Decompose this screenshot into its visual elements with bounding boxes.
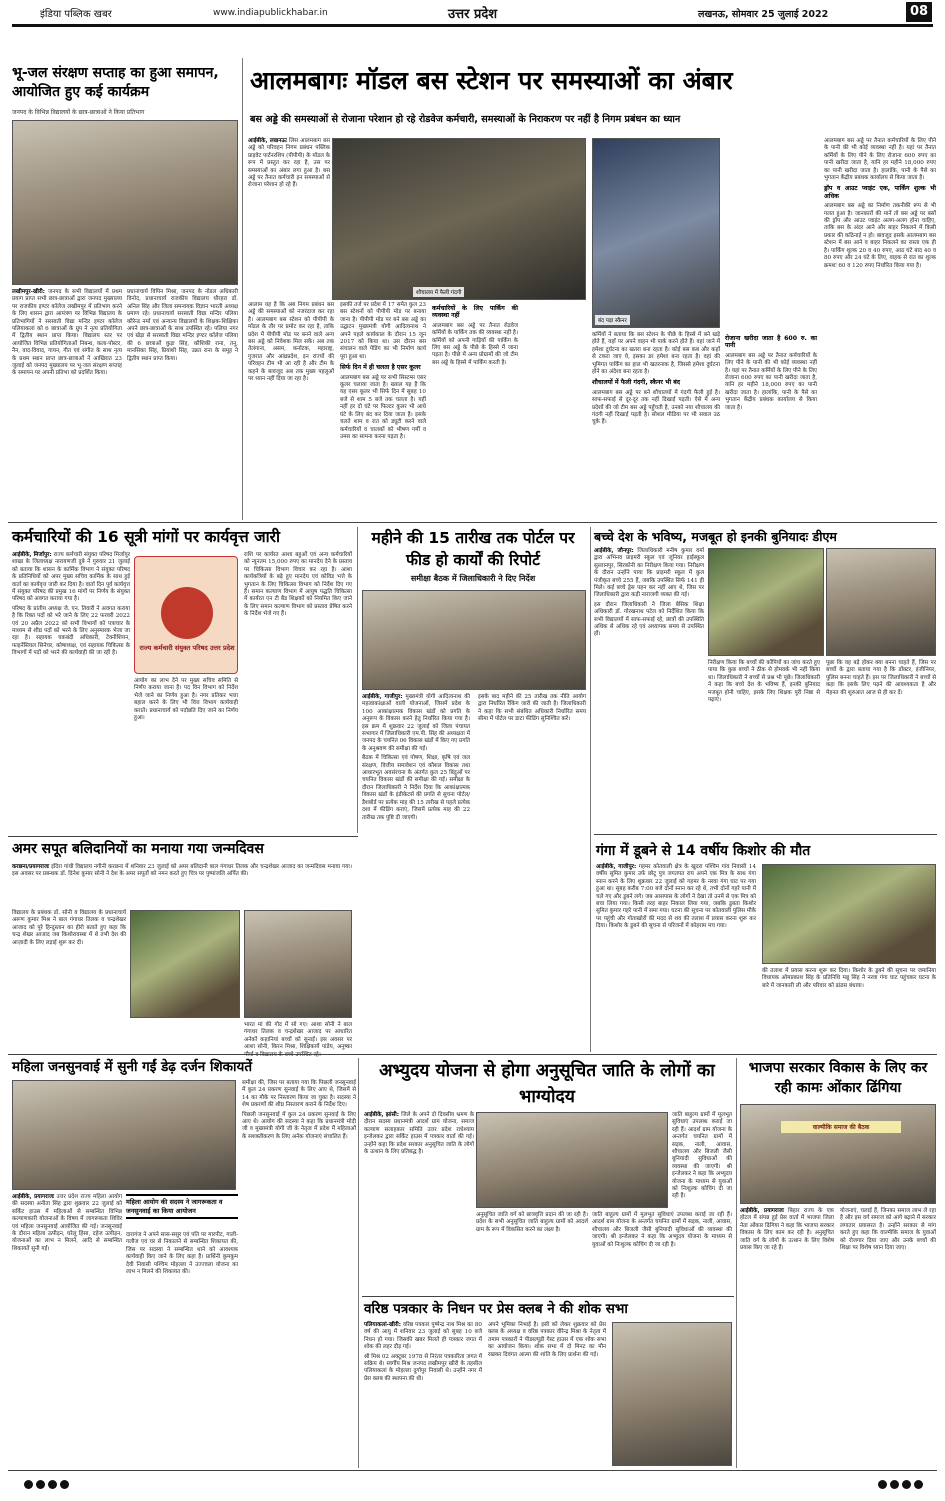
- headline: अमर सपूत बलिदानियों का मनाया गया जन्मदिवस: [12, 841, 264, 857]
- body-text: दारागंज ने अपने सास-ससुर एवं पति पर मारपीट, गाली-गलौज एवं घर से निकालने से सम्बन्धित शिकायत की, जिस पर सदस्या ने सम्बन्धित थाने को आवश्यक कार्यवाही किए जाने के लिए कहा है। प्रार्थिनी कुमकुम देवी निवासी पश्चिम मोहल्ला ने उज्ज्वला योजना का लाभ न मिलने की शिकायत की।: [126, 1232, 238, 1276]
- story-body: [725, 332, 817, 518]
- story-body: [134, 678, 238, 832]
- story-photo-toilet: [332, 138, 586, 300]
- body-text: बैठक में चिकित्सा एवं पोषण, शिक्षा, कृषि एवं जल संरक्षण, वित्तीय समावेशन एवं कौशल विकास तथा आधारभूत अवसंरचना के अंतर्गत कुल 25 बिंदुओं पर चयनित विकास खंडों की समीक्षा की गई। समीक्षा के दौरान जिलाधिकारी ने निर्देश दिया कि आकांक्षात्मक विकास खंडों के इंडीकेटर्स की प्रगति से सुचना पोर्टल/डैशबोर्ड पर प्रत्येक माह की 15 तारीख से पहले प्रत्येक दशा में फीडिंग कराएं, जिसमें प्रत्येक माह की 22 तारीख तक पुष्टि दी जाएगी।: [362, 755, 470, 821]
- body-text: जिलाधिकारी मनीष कुमार वर्मा द्वारा अभिनव प्राइमरी स्कूल एवं जूनियर हाईस्कूल सुल्तानपुर, सिरकोनी का निरीक्षण किया गया। निरीक्षण के दौरान उन्होंने पाया कि प्राइमरी स्कूल में कुल पंजीकृत बच्चे 255 हैं, जबकि उपस्थित सिर्फ 141 ही मिले। कई बच्चे ड्रेस पहन कर नहीं आए थे, जिस पर जिलाधिकारी द्वारा कड़ी नाराजगी व्यक्त की गई।: [594, 548, 704, 599]
- dateline-label: आईबीके, गाजीपुर:: [596, 864, 637, 870]
- banner-text: वाल्मीकि समाज की बैठक: [781, 1121, 901, 1133]
- body-text: किसी तरह बाहर निकाल लिया गया, जबकि डूबता किशोर सुमित कुमार गहरे पानी में समा गया। घटना की सूचना पर कोतवाली पुलिस मौके पर पहुंची और गोताखोरों की मदद से शव की तलाश में प्रयास करना शुरू कर दिया। किशोर के डूबने की सूचना से परिजनों में कोहराम मच गया।: [596, 901, 756, 930]
- story-body: [12, 864, 352, 906]
- story-photo-press-conference: [476, 1112, 668, 1208]
- dateline-label: लखीमपुर-खीरी:: [12, 289, 45, 295]
- body-text: लिस आलमबाग बस अड्डे को परिवहन निगम प्रबंधन पब्लिक प्राइवेट पार्टनरशिप (पीपीपी) के मॉडल के रूप में प्रस्तुत कर रहा है, उस पर समस्याओं का अंबार लगा हुआ है। बस अड्डे पर तैनात कर्मचारी इन समस्याओं से रोजाना परेशान हो रहे हैं।: [248, 138, 331, 189]
- story-photo-hearing: [12, 1080, 236, 1190]
- body-text: इसके बाद महीने की 25 तारीख तक नीति आयोग द्वारा निर्धारित रैंकिंग जारी की जाती है। जिलाधिकारी ने कहा कि सभी संबंधित अधिकारी निर्धारित समय सीमा में पोर्टल पर डाटा फीडिंग सुनिश्चित करें।: [478, 694, 586, 723]
- dateline-label: आईबीके, प्रयागराजः: [12, 1194, 55, 1200]
- story-body: [592, 332, 720, 518]
- headline: महीने की 15 तारीख तक पोर्टल पर फीड हो कार्यों की रिपोर्ट: [371, 529, 575, 569]
- body-text: कर्मियों ने बताया कि बस स्टेशन के पीछे के हिस्से में बने खड़े होते हैं, वहाँ पर अपने वाहन भी पार्क करने होते हैं। वहां जाने में हमेशा दुर्घटना का खतरा बना रहता है। कोई बस कब और कहाँ से टकरा जाए ये, इसका डर हमेशा बना रहता है। वहां की भूमिगत पार्किंग का हाल भी खतरनाक है, जिससे हमेशा दुर्घटना होने का अंदेशा बना रहता है।: [592, 332, 720, 376]
- dateline: लखनऊ, सोमवार 25 जुलाई 2022: [698, 9, 829, 20]
- body-text: परिषद के प्रांतीय अध्यक्ष जे. एन. तिवारी ने अवगत कराया है कि रिक्त पदों को भरे जाने के लिए 22 फरवरी 2022 एवं 20 अप्रैल 2022 को सभी विभागों को पत्राचार के माध्यम से शीघ्र पदों को भरने के लिए अनुस्मारक भेजा जा रहा है। सहायक चकबंदी अधिकारी, टेक्नीशियन, फाइनेंसियल सिनेचर, कोषाध्यक्ष, एवं सहायक चिकित्सा के विभागों में पदों को भरने की कार्यवाही की जा रही है।: [12, 605, 130, 657]
- section-title: उत्तर प्रदेश: [448, 7, 498, 22]
- body-text: जनपद के सभी विद्यालयों में प्रथम प्रयाग प्राप्त सभी छात्र-छात्राओं द्वारा जनपद मुख्यालय पर राजकीय इण्टर कॉलेज लखीमपुर में प्रतिभाग करने के लिए शासन द्वारा आमंत्रण पर विभिन्न विद्यालय के प्रतिभागियों ने सरस्वती विद्या मन्दिर इण्टर कॉलेज पलियाकलां को 6 छात्राओं के ग्रुप ने नृत्य प्रतियोगिता में द्वितीय स्थान प्राप्त किया। विद्यालय स्तर पर आयोजित विभिन्न प्रतियोगिताओं निबन्ध, कला-पोस्टर, नैन, वाद-विवाद, गायन, गीत एवं संगीत के साथ नृत्य के प्रथम स्थान प्राप्त छात्र-छात्राओं ने आखिरात 23 जुलाई को जनपद मुख्यालय पर भू-जल संरक्षण सप्ताह के समापन पर अपनी प्रतिभा को प्रदर्शित किया।: [12, 289, 123, 377]
- body-text: पिछली जनसुनवाई में कुल 24 प्रकरण सुनवाई के लिए आए थे। आयोग की सदस्या ने कहा कि प्रधानमंत्री मोदी जी व मुख्यमंत्री योगी जी के नेतृत्व में प्रदेश में महिलाओं के सशक्तीकरण के लिए अनेक योजनाएं संचालित हैं।: [242, 1111, 356, 1140]
- story-photo-tribute: [130, 910, 240, 1018]
- story-body: [12, 910, 126, 1016]
- story-body: [478, 694, 586, 1050]
- headline: गंगा में डूबने से 14 वर्षीय किशोर की मौत: [596, 843, 811, 859]
- logo-text: राज्य कर्मचारी संयुक्त परिषद उत्तर प्रदेश: [139, 644, 235, 652]
- side-heading: ड्रॉप व आउट प्वाइंट एक, पार्किंग शुल्क भी अधिक: [824, 185, 936, 200]
- story-photo-classroom: [12, 120, 238, 285]
- story-body: [126, 1232, 238, 1466]
- story-body: [12, 1194, 122, 1466]
- paper-name: इंडिया पब्लिक खबर: [40, 9, 112, 20]
- body-text: पूछा कि वह बड़े होकर क्या बनना चाहते हैं, जिस पर बच्चों के द्वारा बताया गया है कि डॉक्टर, इंजीनियर, पुलिस बनना चाहते हैं। इस पर जिलाधिकारी ने बच्चों से कहा कि इसके लिए पढ़ने की आवश्यकता है और मेहनत की शुरुआत आज से ही कर दें।: [826, 660, 936, 696]
- body-text: इसकी तर्ज पर प्रदेश में 17 समेत कुल 23 बस स्टेशनों को पीपीपी मोड पर बनाया जाना है। पीपीपी मोड पर बने बस अड्डे का उद्घाटन मुख्यमंत्री योगी आदित्यनाथ ने अपने पहले कार्यकाल के दौरान 15 जून 2017 को किया था। उस दौरान बस संचालन वाले पेडिंग का भी निर्माण कार्य पूरा हुआ था।: [340, 302, 426, 360]
- body-text: आलमबाग बस अड्डे का निर्माण तकनीकी रूप से भी गलत हुआ है। जानकारों की मानें तो बस अड्डे पर बसों की ड्रॉप और आउट प्वाइंट अलग-अलग होना चाहिए, ताकि बस के अंदर आने और बाहर निकलने में किसी प्रकार की कठिनाई न हो। बावजूद इसके आलमबाग बस स्टेशन में बस आने व बाहर निकलने का रास्ता एक ही है। पार्किंग शुल्क 20 व 40 रुपए, आठ घंटे बाद 40 व 80 रुपए और 24 घंटे के लिए, वाहक से रात का शुल्क क्रमशः 60 व 120 रुपए निर्धारित किया गया है।: [824, 203, 936, 269]
- body-text: आलमबाग बस अड्डे पर सभी सिस्टम्स एसर कूलर चलाया जाता है। ख्याल यह है कि यह एसर कूलर भी सिर्फ दिन में सुबह 10 बजे से शाम 5 बजे तक चलता है। यहीं नहीं हर दो घंटे पर फिल्टर कूलर भी आधे घंटे के लिए बंद कर दिया जाता है। इसके चलते शाम व रात को ड्यूटी करने वाले कर्मचारियों व चालकों को भीषण गर्मी व उमस का सामना करना पड़ता है।: [340, 374, 426, 440]
- body-text: आलाम यह है कि अब निगम प्रबंधन बस अड्डे की समस्याओं को नजरंदाज कर रहा है। आलमबाग बस स्टेशन को पीपीपी के मॉडल के तौर पर प्रमोट कर रहा है, ताकि प्रदेश में पीपीपी मोड पर बनने वाले अन्य बस अड्डे को निवेशक मिल सके। अब तक तेलंगाना, असम, कर्नाटक, महाराष्ट्र, गुजरात और आंध्रप्रदेश, इन राज्यों की परिवहन टीम भी आ रही है और टीम के कहने के बावजूद अब तक मुख्य पहलुओं पर ध्यान नहीं दिया जा रहा है।: [248, 302, 334, 383]
- story-photo-portraits: [244, 910, 352, 1018]
- subhead: समीक्षा बैठक में जिलाधिकारी ने दिए निर्देश: [410, 574, 536, 583]
- footer-ornament: [24, 1480, 69, 1489]
- union-logo: [134, 556, 238, 674]
- body-text: वरिष्ठ पत्रकार पुष्पेन्द्र नाथ मिश्र का 80 वर्ष की आयु में शनिवार 23 जुलाई को सुबह 10 बजे निधन हो गया। जिसकी खबर मिलते ही पत्रकार जगत में शोक की लहर दौड़ गई।: [364, 1322, 482, 1351]
- story-body: [248, 138, 330, 288]
- body-text: श्री मिश्र 02 अक्टूबर 1978 से निरंतर पत्रकारिता जगत में सक्रिय थे। स्वर्गीय मिश्र जनपद लखीमपुर खीरी के तहसील पलियाकलां के मोहल्ला दुर्गापुर निवासी थे। उन्होंने नगर में प्रेस क्लब की स्थापना की थी।: [364, 1353, 482, 1382]
- story-body: [476, 1212, 588, 1292]
- story-body: [826, 660, 936, 830]
- body-text: आयोग का लाभ देने पर मुख्य सचिव समिति से निर्णय कराया जाना है। पद विन विभाग को निर्देश भेजे जाने का निर्णय हुआ है। नगर प्रतिकर भत्ता बहाल करने के लिए भी वित्त विभाग कार्यवाही कराते। प्रधानाचार्य को पदोन्नति दिए जाने का निर्णय हुआ।: [134, 678, 238, 722]
- pull-quote: महिला आयोग की सदस्य ने जागरूकता व जनसुनवाई का किया आयोजन: [126, 1194, 238, 1219]
- body-text: अनुसूचित जाति वर्ग को छात्रवृत्ति प्रदान की जा रही है। प्रदेश के सभी अनुसूचित जाति बाहुल्य ग्रामों को आदर्श ग्राम के रूप में विकसित करने का लक्ष्य है।: [476, 1212, 588, 1233]
- story-body: [594, 548, 704, 830]
- story-body: [488, 1322, 606, 1466]
- body-text: आलमबाग बस अड्डे पर तैनात रोडवेज कर्मियों के पार्किंग तक की व्यवस्था नहीं है। कर्मियों को अपनी गाड़ियों की पार्किंग के लिए बस अड्डे के पीछे के हिस्से में जाना पड़ता है। पीछे में अन्य प्रोग्रामों की जो टीम बस अड्डे के हिस्से में पार्किंग करती है।: [432, 322, 518, 366]
- subhead: जनपद के विभिन्न विद्यालयों के छात्र-छात्राओं ने किया प्रतिभाग: [12, 109, 145, 116]
- body-text: प्रधानाचार्य विपिन मिश्रा, जनपद के नोडल अधिकारी विनोद, प्रधानाचार्य राजकीय विद्यालय धौरहरा डॉ. अनिल सिंह और जिला समन्वयक विज्ञान भारती अध्यक्ष प्रमाण रहे। प्रधानाचार्य सरस्वती विद्या मन्दिर पलिया कौरेन्ड नर्मा एवं अन्यान्य विद्यालयों के शिक्षक-शिक्षिका अपने छात्र-छात्राओं के साथ उपस्थित रहे। पलिया नगर एवं खेड़ा से सरस्वती विद्या मन्दिर इण्टर कॉलेज पलिया की 6 छात्राओं कुड़ा सिंह, कौशिकी राना, तनु, मानसिका सिंह, प्रियांशी सिंह, उन्नत राना के समूह ने द्वितीय स्थान प्राप्त किया।: [127, 289, 238, 362]
- story-body: [672, 1112, 732, 1208]
- story-photo-dm-visit: [826, 548, 936, 656]
- story-body: [824, 138, 936, 518]
- headline: वरिष्ठ पत्रकार के निधन पर प्रेस क्लब ने की शोक सभा: [364, 1301, 628, 1317]
- subhead: बस अड्डे की समस्याओं से रोजाना परेशान हो रहे रोडवेज कर्मचारी, समस्याओं के निराकरण पर नहीं है निगम प्रबंधन का ध्यान: [250, 114, 681, 125]
- box-heading: कर्मचारियों के लिए पार्किंग की व्यवस्था नहीं: [432, 305, 518, 320]
- page-header: [8, 0, 937, 44]
- footer-ornament: [878, 1480, 923, 1489]
- headline: महिला जनसुनवाई में सुनी गईं डेढ़ दर्जन शिकायतें: [12, 1059, 253, 1075]
- story-body: [242, 1080, 356, 1466]
- side-heading: सिर्फ दिन में ही चलता है एसर कूलर: [340, 364, 421, 372]
- story-body: [244, 552, 352, 832]
- story-body: [432, 302, 518, 518]
- story-body: [248, 302, 334, 518]
- headline: भू-जल संरक्षण सप्ताह का हुआ समापन, आयोजित हुए कई कार्यक्रम: [12, 65, 219, 100]
- story-body: [596, 864, 756, 1048]
- body-text: आलमबाग बस अड्डे पर तैनात कर्मचारियों के लिए पीने के पानी की भी कोई व्यवस्था नहीं है। यहां पर तैनात कर्मियों के लिए पीने के लिए रोजाना 600 रुपए का पानी खरीदा जाता है, यानि हर महीने 18,000 रुपए का पानी खरीदा जाता है। हालांकि, पानी के पैसे का भुगतान केंद्रीय प्रबंधक कार्यालय से किया जाता है।: [824, 138, 936, 182]
- story-body: [740, 1208, 834, 1466]
- body-text: आलमबाग बस अड्डे पर बने शौचालयों में गंदगी फैली हुई है। साफ-सफाई से दूर-दूर तक नहीं दिखाई पड़ती। ऐसे में अन्य प्रदेशों की जो टीम बस अड्डे पहुँचती है, उनको नया शौचालय की गंदगी नहीं दिखाई पड़ती है। सोशल मीडिया पर भी सवाल उठ चुके हैं।: [592, 389, 720, 426]
- story-photo-school: [708, 548, 824, 656]
- body-text: मुख्यमंत्री योगी आदित्यनाथ की महत्वाकांक्षाओं वाली योजनाओं, जिसमें प्रदेश के 100 आकांक्षात्मक विकास खंडों को प्रगति के अनुरूप के विकास करने हेतु निर्धारित किया गया है। इस क्रम में शुक्रवार 22 जुलाई को जिला पंचायत सभागार में जिलाधिकारी एम.पी. सिंह की अध्यक्षता में जनपद के चयनित 06 विकास खंडों में किए गए प्रगति के अनुश्रवण की समीक्षा की गई।: [362, 694, 471, 752]
- story-photo-condolence: [612, 1322, 732, 1466]
- story-body: [244, 1022, 352, 1050]
- body-text: विद्यालय के प्रबंधक डॉ. सोनी व विद्यालय के प्रधानाचार्य अरूण कुमार मिश्र ने बाल गंगाधर तिलक व चन्द्रशेखर आजाद को पूरे हिन्दुस्तान का हीरो बताते हुए कहा कि चन्द्र शेखर आजाद जब किशोरावस्था में थे तभी देश की आज़ादी के लिए लड़ाई शुरू कर दी।: [12, 910, 126, 946]
- body-text: योजनाएं, चलाई हैं, जिनका समाज लाभ ले रहा है और इस वर्ग समाज को आगे बढ़ाने में सरकार लगातार प्रयासरत है। उन्होंने सरकार से मांग करते हुए कहा कि वाल्मीकि समाज के युवाओं को रोजगार दिया जाए और उनके बच्चों की शिक्षा पर विशेष ध्यान दिया जाए।: [840, 1208, 936, 1252]
- body-text: उत्तर प्रदेश राज्य महिला आयोग की सदस्या अनीता सिंह द्वारा शुक्रवार 22 जुलाई को सर्किट हाउस में महिलाओं से सम्बन्धित विभिन्न कल्याणकारी योजनाओं के विषय में जागरूकता शिविर एवं महिला जनसुनवाई आयोजित की गई। जनसुनवाई के दौरान महिला उत्पीड़न, घरेलू हिंसा, दहेज उत्पीड़न, योजनाओं का लाभ न मिलने, आदि से सम्बन्धित शिकायतें सुनी गईं।: [12, 1194, 122, 1252]
- headline: भाजपा सरकार विकास के लिए कर रही कामः ओंकार ढिंगिया: [748, 1060, 928, 1096]
- dateline-label: आईबीके, गाजीपुर:: [362, 694, 403, 700]
- body-text: इंदिरा गांधी विद्यालय नगीनी करछना में शनिवार 23 जुलाई को अमर बलिदानी बाल गंगाधर तिलक और चन्द्रशेखर आजाद का जन्मदिवस मनाया गया। इस अवसर पर प्रबन्धक डॉ. दिनेश कुमार सोनी ने देश के अमर सपूतों को नमन करते हुए चित्र पर पुष्पांजलि अर्पित की।: [12, 864, 352, 878]
- story-body: [362, 694, 470, 1050]
- body-text: भारत मां की गोद में सो गए। आशा सोनी ने बाल गंगाधर तिलक व चन्द्रशेखर आजाद पर आधारित अनेकों कहानियां बच्चों को सुनाईं। इस अवसर पर आशा सोनी, किरन मिश्रा, शिक्षिकायें पांडेय, अनुष्का: [244, 1022, 352, 1051]
- story-body: [592, 1212, 732, 1292]
- story-body: [762, 968, 936, 1048]
- story-body: [12, 552, 130, 832]
- dateline-label: पलियाकलां-खीरी:: [364, 1322, 401, 1328]
- photo-caption: बंद पड़ा स्कैनर: [595, 315, 630, 325]
- body-text: की तलाश में प्रयास करना शुरू कर दिया। किशोर के डूबने की सूचना पर जमानिया विधायक ओमप्रकाश सिंह के प्रतिनिधि मन्नू सिंह ने नरवा गंगा घाट पहुंचकर घटना के बारे में जानकारी ली और परिवार को ढांढस बंधाया।: [762, 968, 936, 989]
- story-photo-scanner: [592, 138, 720, 328]
- side-heading: शौचालयों में फैली गंदगी, स्कैनर भी बंद: [592, 379, 681, 387]
- body-text: गहमर कोतवाली क्षेत्र के खुदरा पश्चिम गांव निवासी 14 वर्षीय सुमित कुमार उर्फ छोटू पुत्र जगतपत राय अपने एक मित्र के साथ गंगा स्नान करने के लिए शुक्रवार 22 जुलाई को गहमर के नरवा गंगा घाट पर गया हुआ था। सुबह करीब 7:00 बजे दोनों स्नान कर रहे थे, तभी दोनों गहरे पानी में चले गए और डूबने लगे। जब आसपास के लोगों ने देखा तो उनमें से एक मित्र को बचा लिया गया।: [596, 864, 757, 908]
- story-body: [340, 302, 426, 518]
- photo-caption: शौचालय में फैली गंदगी: [413, 287, 464, 297]
- body-text: इस दौरान जिलाधिकारी ने जिला बेसिक शिक्षा अधिकारी डॉ. गोरखनाथ पटेल को निर्देशित किया कि सभी विद्यालयों में साफ-सफाई रहे, छात्रों की उपस्थिति अधिक से अधिक रहे एवं अध्यापक समय से उपस्थित हों।: [594, 601, 704, 638]
- story-body: [127, 289, 238, 519]
- story-photo-ghat: [762, 864, 936, 964]
- side-heading: रोजाना खरीदा जाता है 600 रु. का पानी: [725, 335, 817, 350]
- story-body: [364, 1322, 482, 1466]
- body-text: जाति बाहुल्य ग्रामों में मूलभूत सुविधाएं उपलब्ध कराई जा रही हैं। आदर्श ग्राम योजना के अन्तर्गत चयनित ग्रामों में सड़क, नाली, आवास, शौचालय और बिजली जैसी बुनियादी सुविधाओं की व्यवस्था की जाएगी। श्री इन्जेलकर ने कहा कि अभ्युदय योजना के माध्यम से युवाओं को निःशुल्क कोचिंग दी जा रही है।: [672, 1112, 732, 1200]
- headline: आलमबागः मॉडल बस स्टेशन पर समस्याओं का अंबार: [250, 66, 733, 95]
- page-number: 08: [906, 2, 932, 22]
- body-text: समीक्षा की, जिस पर बताया गया कि पिछली जनसुनवाई में कुल 24 प्रकरण सुनवाई के लिए आए थे, जिसमें से 14 का मौके पर निस्तारण किया जा चुका है। सदस्या ने शेष प्रकरणों की शीघ्र निस्तारण कराने के निर्देश दिए।: [242, 1080, 356, 1109]
- body-text: राशि पर कार्यरत आशा बहुओं एवं अन्य कर्मचारियों को न्यूनतम 15,000 रुपए का मानदेय देने के प्रस्ताव पर चिकित्सा विभाग विचार कर रहा है। आशा कार्यकत्रियों के बढ़े हुए मानदेय एवं कोविड भत्ते के भुगतान के लिए चिकित्सा विभाग को निर्देश दिए गए हैं। समान कल्याण विभाग में आयुष पद्धति चिकित्सा में कार्यरत एन टी बैड शिक्षकों को नियमित किए जाने के लिए समान कल्याण विभाग को प्रस्ताव प्रेषित करने के निर्देश भेजे गए हैं।: [244, 552, 352, 618]
- headline: कर्मचारियों की 16 सूत्री मांगों पर कार्यवृत्त जारी: [12, 528, 280, 546]
- dateline-label: आईबीके, प्रयागराजः: [740, 1208, 784, 1214]
- body-text: बिहार राज्य के एक होटल में संपन्न हुई प्रेस वार्ता में भाजपा जिला नेता ओंकार ढिंगिया ने कहा कि भाजपा सरकार विकास के लिए काम कर रही है। अनुसूचित जाति वर्ग के लोगों के उत्थान के लिए विशेष प्रयास किए जा रहे हैं।: [740, 1208, 834, 1252]
- dateline-label: आईबीके, मिर्जापुर:: [12, 552, 52, 558]
- headline: बच्चे देश के भविष्य, मजबूत हो इनकी बुनियादः डीएम: [594, 529, 837, 544]
- dateline-label: करछना/प्रयागराजः: [12, 864, 50, 870]
- story-body: [12, 289, 122, 519]
- story-body: [840, 1208, 936, 1466]
- story-body: [708, 660, 820, 830]
- body-text: निरीक्षण किया कि बच्चों की कॉपियों का जांच करते हुए पाया कि कुछ बच्चों ने ठीक से होमवर्क भी नहीं किया था। जिलाधिकारी ने बच्चों से प्रश्न भी पूछे। जिलाधिकारी ने कहा कि बच्चे देश के भविष्य हैं, इनकी बुनियाद मजबूत होनी चाहिए, इसके लिए शिक्षक पूरी निष्ठा से पढ़ाएं।: [708, 660, 820, 704]
- story-photo-meeting: [740, 1104, 936, 1204]
- story-body: [364, 1112, 474, 1292]
- headline: अभ्युदय योजना से होगा अनुसूचित जाति के लोगों का भाग्योदय: [379, 1061, 715, 1107]
- logo-emblem-icon: [161, 587, 213, 639]
- dateline-label: आईबीके, जौनपुर:: [594, 548, 634, 554]
- dateline-label: आईबीके, लखनऊः: [248, 138, 287, 144]
- dateline-label: आईबीके, झांसी:: [364, 1112, 399, 1118]
- story-photo-meeting: [362, 590, 586, 690]
- body-text: आलमबाग बस अड्डे पर तैनात कर्मचारियों के लिए पीने के पानी की भी कोई व्यवस्था नहीं है। यहां पर तैनात कर्मियों के लिए पीने के लिए रोजाना 600 रुपए का पानी खरीदा जाता है, यानि हर महीने 18,000 रुपए का पानी खरीदा जाता है। हालांकि, पानी के पैसे का भुगतान केंद्रीय प्रबंधक कार्यालय से किया जाता है।: [725, 352, 817, 411]
- body-text: राज्य कर्मचारी संयुक्त परिषद मिर्जापुर शाखा के जिलाध्यक्ष नारायणजी दुबे ने गुरुवार 21 जुलाई को बताया कि शासन के कार्मिक विभाग ने संयुक्त परिषद के प्रतिनिधियों को अपर मुख्य सचिव कार्मिक के साथ हुई वार्ता का कार्यवृत्त जारी कर दिया है। वार्ता दिन पूर्व कार्यवृत्त में संयुक्त परिषद की प्रमुख 16 मांगों पर निर्णय के संयुक्त परिषद को अवगत कराया गया है।: [12, 552, 130, 603]
- body-text: अपने भूमिका निभाई है। इसी को लेकर शुक्रवार को प्रेस क्लब के अध्यक्ष व वरिष्ठ पत्रकार वीरेन्द्र मिश्रा के नेतृत्व में तमाम पत्रकारों ने पीडब्ल्यूडी गेस्ट हाउस में एक शोक सभा का आयोजन किया। शोक सभा में दो मिनट का मौन रखकर दिवंगत आत्मा की शांति के लिए प्रार्थना की गई।: [488, 1322, 606, 1358]
- body-text: जिले के अपने दो दिवसीय भ्रमण के दौरान सदस्य प्रधानमंत्री आदर्श ग्राम योजना, समाज कल्याण सलाहकार समिति उत्तर प्रदेश राधेश्याम इन्जेलकर द्वारा सर्किट हाउस में पत्रकार वार्ता की गई। उन्होंने कहा कि प्रदेश सरकार अनुसूचित जाति के लोगों के उत्थान के लिए प्रतिबद्ध है।: [364, 1112, 474, 1156]
- website-link[interactable]: www.indiapublickhabar.in: [213, 8, 328, 18]
- body-text: जाति बाहुल्य ग्रामों में मूलभूत सुविधाएं उपलब्ध कराई जा रही हैं। आदर्श ग्राम योजना के अन्तर्गत चयनित ग्रामों में सड़क, नाली, आवास, शौचालय और बिजली जैसी बुनियादी सुविधाओं की व्यवस्था की जाएगी। श्री इन्जेलकर ने कहा कि अभ्युदय योजना के माध्यम से युवाओं को निःशुल्क कोचिंग दी जा रही है।: [592, 1212, 732, 1248]
